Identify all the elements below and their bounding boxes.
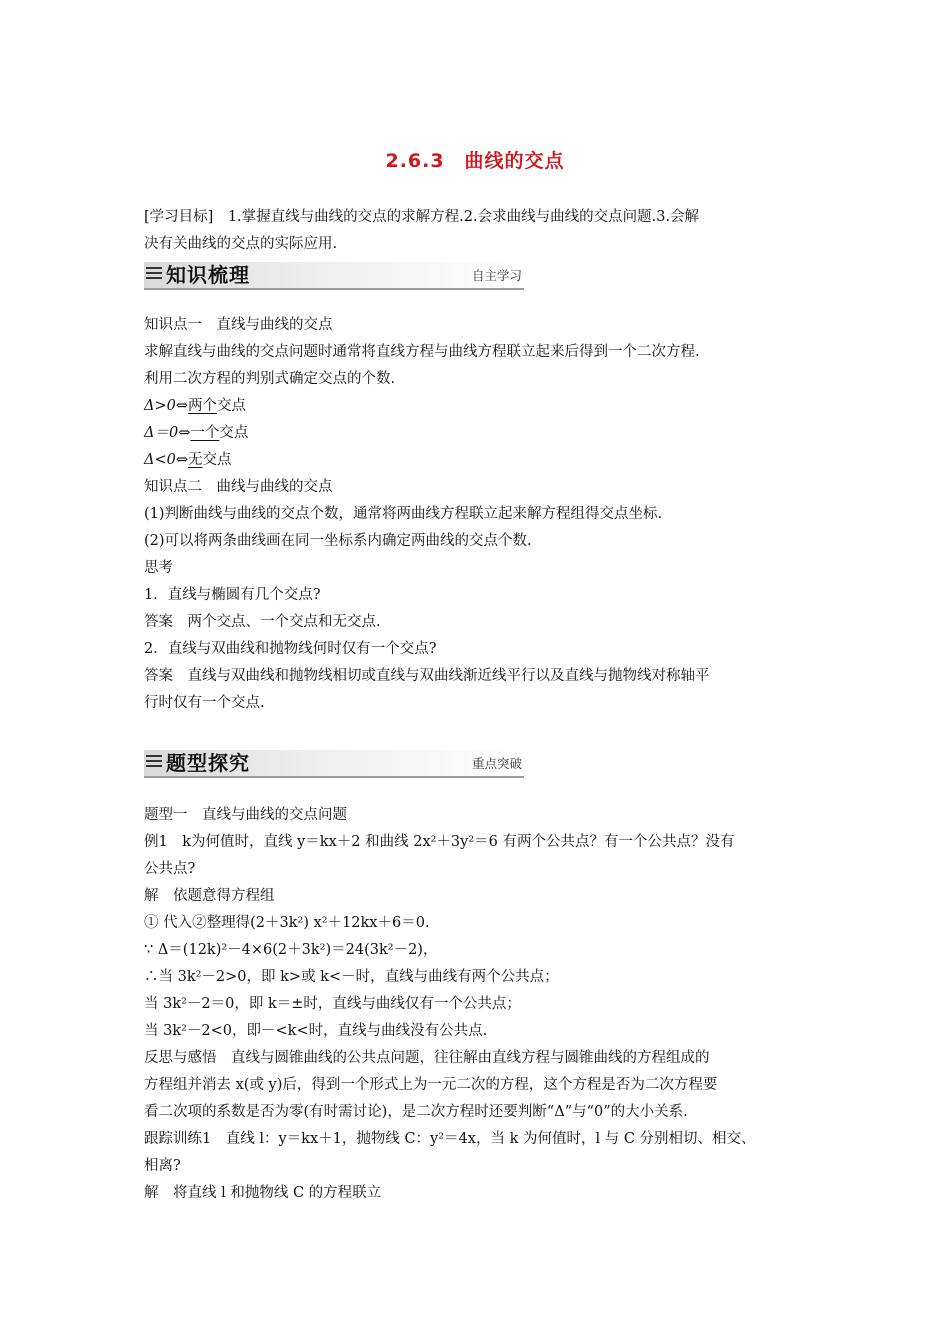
section-tag: 重点突破 <box>471 756 522 771</box>
objectives-text-continued: 决有关曲线的交点的实际应用. <box>144 236 338 252</box>
knowledge-block <box>144 312 819 717</box>
fill-blank: 无 <box>188 452 203 468</box>
discriminant-negative: Δ<0⇔无交点 <box>144 452 232 468</box>
objectives-text: 1.掌握直线与曲线的交点的求解方程.2.会求曲线与曲线的交点问题.3.会解 <box>213 209 700 225</box>
objectives-label: [学习目标] <box>144 209 214 225</box>
practice: 跟踪训练1 直线 l：y＝kx＋1，抛物线 C：y²＝4x，当 k 为何值时，l 与 C 分别相切、相交、 <box>144 1131 756 1147</box>
section-header-problems <box>144 750 524 778</box>
problem-block <box>144 802 819 1207</box>
reflection-continued: 方程组并消去 x(或 y)后，得到一个形式上为一元二次的方程，这个方程是否为二次方程要 <box>144 1077 718 1093</box>
text-line: 利用二次方程的判别式确定交点的个数. <box>144 371 396 387</box>
text-line: (2)可以将两条曲线画在同一坐标系内确定两曲线的交点个数. <box>144 533 532 549</box>
section-title: 知识梳理 <box>166 263 250 287</box>
discriminant-positive: Δ>0⇔两个交点 <box>144 398 246 414</box>
example: 例1 k为何值时，直线 y＝kx＋2 和曲线 2x²＋3y²＝6 有两个公共点？有一个公共点？没有 <box>144 834 735 850</box>
solution-line: 当 3k²－2<0，即－<k<时，直线与曲线没有公共点. <box>144 1023 488 1039</box>
text-line: 求解直线与曲线的交点问题时通常将直线方程与曲线方程联立起来后得到一个二次方程. <box>144 344 700 360</box>
knowledge-point-heading: 知识点一 直线与曲线的交点 <box>144 317 333 333</box>
question: 1．直线与椭圆有几个交点? <box>144 587 321 603</box>
problem-type-heading: 题型一 直线与曲线的交点问题 <box>144 807 347 823</box>
solution-line: ∴当 3k²－2>0，即 k>或 k<－时，直线与曲线有两个公共点； <box>144 969 559 985</box>
answer: 答案 直线与双曲线和抛物线相切或直线与双曲线渐近线平行以及直线与抛物线对称轴平 <box>144 668 710 684</box>
knowledge-point-heading: 知识点二 曲线与曲线的交点 <box>144 479 333 495</box>
think-heading: 思考 <box>144 560 173 576</box>
answer-continued: 行时仅有一个交点. <box>144 695 265 711</box>
solution-line: ① 代入②整理得(2＋3k²) x²＋12kx＋6＝0. <box>144 915 430 931</box>
section-header-knowledge <box>144 262 524 290</box>
discriminant-zero: Δ＝0⇔一个交点 <box>144 425 249 441</box>
example-continued: 公共点? <box>144 861 196 877</box>
answer: 答案 两个交点、一个交点和无交点. <box>144 614 381 630</box>
fill-blank: 一个 <box>190 425 220 441</box>
section-tag: 自主学习 <box>471 268 522 283</box>
stripes-icon <box>146 755 162 771</box>
section-title: 题型探究 <box>166 751 250 775</box>
reflection: 反思与感悟 直线与圆锥曲线的公共点问题，往往解由直线方程与圆锥曲线的方程组成的 <box>144 1050 710 1066</box>
solution-line: 当 3k²－2＝0，即 k＝±时，直线与曲线仅有一个公共点； <box>144 996 521 1012</box>
stripes-icon <box>146 267 162 283</box>
fill-blank: 两个 <box>188 398 217 414</box>
practice-continued: 相离? <box>144 1158 181 1174</box>
reflection-continued: 看二次项的系数是否为零(有时需讨论)，是二次方程时还要判断“Δ”与“0”的大小关系. <box>144 1104 688 1120</box>
text-line: (1)判断曲线与曲线的交点个数，通常将两曲线方程联立起来解方程组得交点坐标. <box>144 506 663 522</box>
learning-objectives <box>144 204 819 258</box>
question: 2．直线与双曲线和抛物线何时仅有一个交点? <box>144 641 437 657</box>
page-title: 2.6.3 曲线的交点 <box>385 150 565 172</box>
solution-line: 解 将直线 l 和抛物线 C 的方程联立 <box>144 1185 382 1201</box>
solution-line: ∵ Δ＝(12k)²－4×6(2＋3k²)＝24(3k²－2)， <box>144 942 438 958</box>
solution-line: 解 依题意得方程组 <box>144 888 275 904</box>
